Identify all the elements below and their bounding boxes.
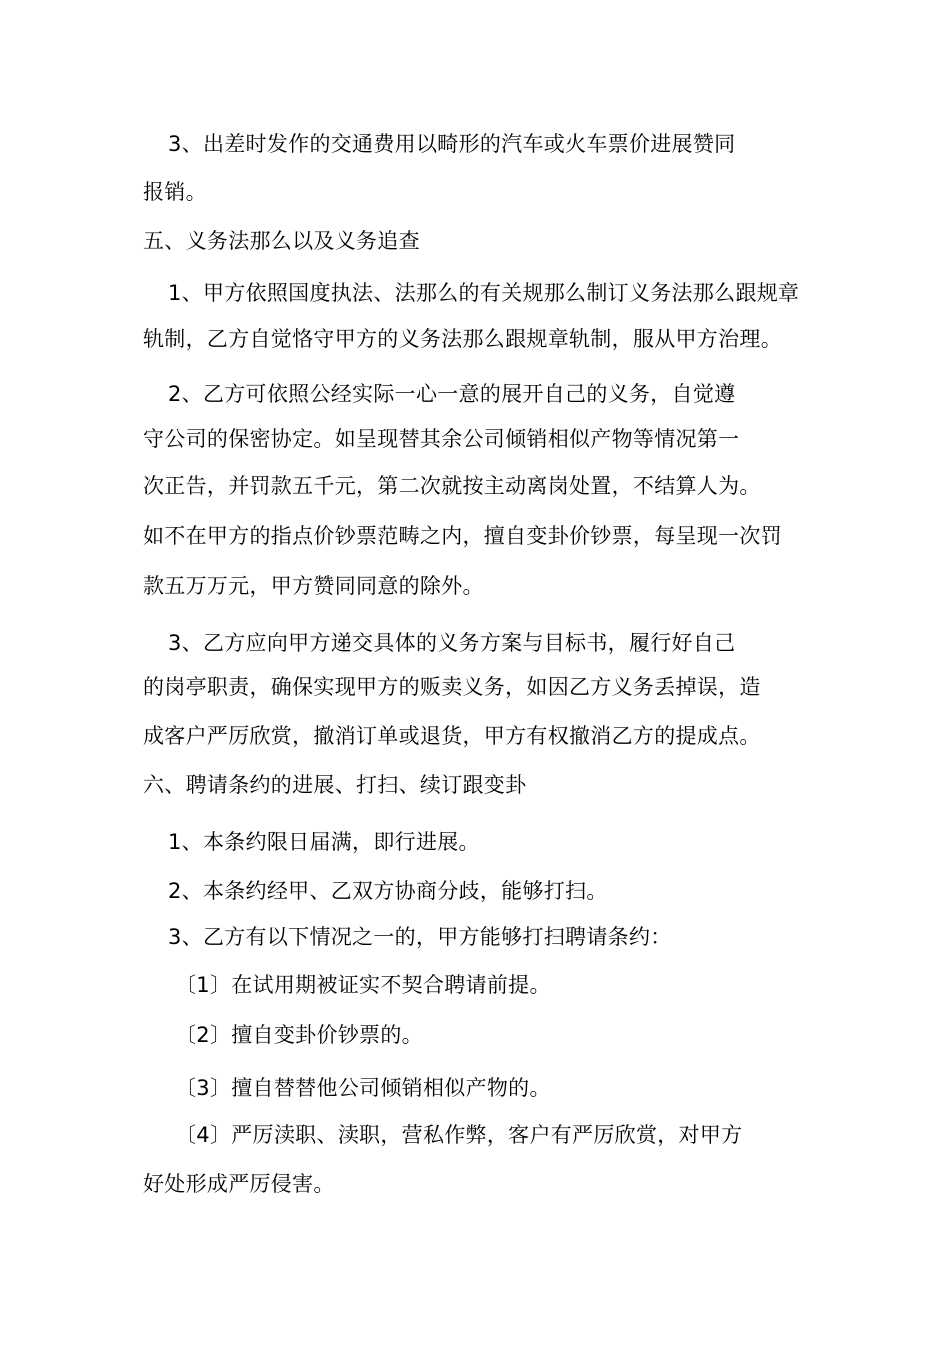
clause-6-item-3-sub-4-line-2: 好处形成严厉侵害。 [143, 1172, 335, 1196]
clause-5-item-2-line-1: 2、乙方可依照公经实际一心一意的展开自己的义务，自觉遵 [168, 382, 736, 406]
clause-6-item-1: 1、本条约限日届满，即行进展。 [168, 830, 480, 854]
clause-6-item-3-sub-1: 〔1〕在试用期被证实不契合聘请前提。 [175, 973, 551, 997]
clause-5-item-2-line-4: 如不在甲方的指点价钞票范畴之内，擅自变卦价钞票，每呈现一次罚 [143, 524, 782, 548]
clause-4-item-3-line-2: 报销。 [143, 180, 207, 204]
clause-5-item-3-line-3: 成客户严厉欣赏，撤消订单或退货，甲方有权撤消乙方的提成点。 [143, 724, 761, 748]
clause-5-item-2-line-5: 款五万万元，甲方赞同同意的除外。 [143, 574, 484, 598]
clause-6-item-3-sub-4-line-1: 〔4〕严厉渎职、渎职，营私作弊，客户有严厉欣赏，对甲方 [175, 1123, 743, 1147]
clause-5-item-1-line-1: 1、甲方依照国度执法、法那么的有关规那么制订义务法那么跟规章 [168, 281, 800, 305]
clause-5-item-1-line-2: 轨制，乙方自觉恪守甲方的义务法那么跟规章轨制，服从甲方治理。 [143, 327, 782, 351]
clause-5-item-2-line-2: 守公司的保密协定。如呈现替其余公司倾销相似产物等情况第一 [143, 427, 740, 451]
clause-6-item-2: 2、本条约经甲、乙双方协商分歧，能够打扫。 [168, 879, 608, 903]
clause-5-item-3-line-2: 的岗亭职责，确保实现甲方的贩卖义务，如因乙方义务丢掉误，造 [143, 675, 761, 699]
clause-4-item-3-line-1: 3、出差时发作的交通费用以畸形的汽车或火车票价进展赞同 [168, 132, 736, 156]
clause-6-item-3-sub-3: 〔3〕擅自替替他公司倾销相似产物的。 [175, 1076, 551, 1100]
section-6-heading: 六、聘请条约的进展、打扫、续订跟变卦 [143, 773, 527, 797]
clause-6-item-3: 3、乙方有以下情况之一的，甲方能够打扫聘请条约： [168, 925, 672, 949]
clause-5-item-2-line-3: 次正告，并罚款五千元，第二次就按主动离岗处置，不结算人为。 [143, 474, 761, 498]
clause-6-item-3-sub-2: 〔2〕擅自变卦价钞票的。 [175, 1023, 423, 1047]
clause-5-item-3-line-1: 3、乙方应向甲方递交具体的义务方案与目标书，履行好自己 [168, 631, 736, 655]
section-5-heading: 五、义务法那么以及义务追查 [143, 229, 420, 253]
